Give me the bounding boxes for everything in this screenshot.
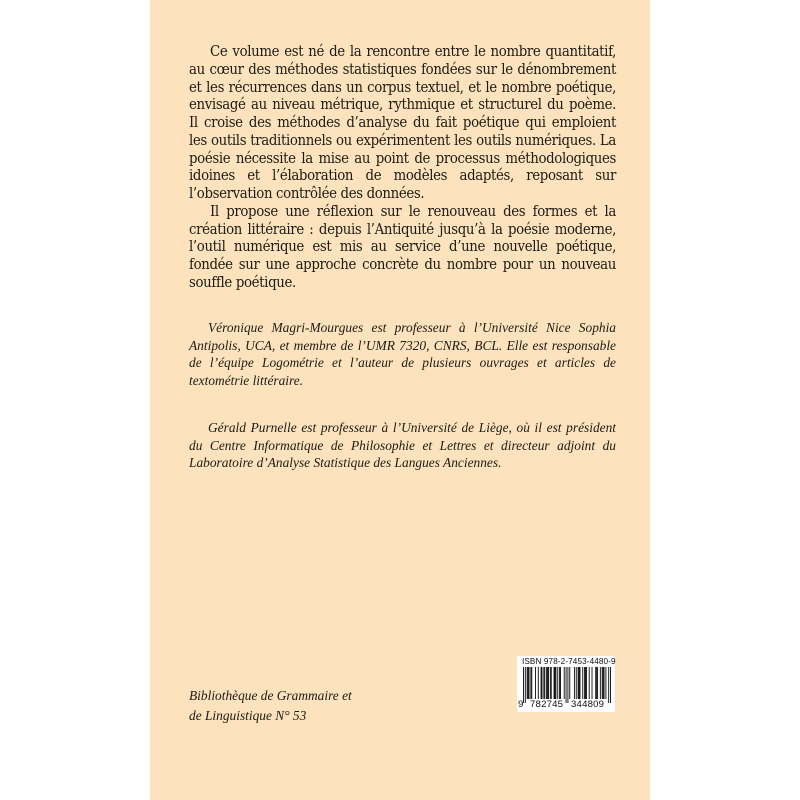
barcode-bar bbox=[541, 667, 542, 699]
barcode-bar bbox=[559, 667, 560, 699]
barcode-bar bbox=[582, 667, 583, 699]
barcode-bar bbox=[603, 667, 604, 699]
barcode-bar bbox=[547, 667, 548, 699]
barcode-bar bbox=[557, 667, 558, 699]
barcode-bar bbox=[544, 667, 545, 699]
barcode-bar bbox=[567, 667, 568, 703]
barcode-bar bbox=[608, 667, 609, 703]
barcode-bar bbox=[554, 667, 555, 699]
barcode-bar bbox=[589, 667, 590, 699]
barcode-bar bbox=[529, 667, 530, 699]
barcode-bar bbox=[555, 667, 556, 699]
series-line-2: de Linguistique N° 53 bbox=[189, 707, 307, 723]
series-line-1: Bibliothèque de Grammaire et bbox=[189, 688, 352, 703]
barcode-bar bbox=[602, 667, 603, 699]
barcode-bar bbox=[551, 667, 552, 699]
barcode-bar bbox=[584, 667, 585, 699]
barcode-bar bbox=[523, 667, 524, 703]
barcode-bar bbox=[585, 667, 586, 699]
barcode-bar bbox=[528, 667, 529, 699]
barcode-bar bbox=[580, 667, 581, 699]
barcode-bar bbox=[596, 667, 597, 699]
series-title bbox=[189, 686, 389, 725]
barcode-bar bbox=[566, 667, 567, 703]
abstract-text bbox=[189, 43, 616, 292]
barcode-bar bbox=[586, 667, 587, 699]
barcode-bar bbox=[579, 667, 580, 699]
barcode-bar bbox=[574, 667, 575, 699]
abstract-paragraph-2: Il propose une réflexion sur le renouveau des formes et la création littéraire : depuis l’Antiquité jusqu’à la poésie moderne, l’outil numérique est mis au service d’une nouvelle poétique, fondée sur une approche concrète du nombre pour un nouveau souffle poétique. bbox=[189, 202, 616, 291]
barcode-bar bbox=[569, 667, 570, 699]
abstract-paragraph-1: Ce volume est né de la rencontre entre le nombre quantitatif, au cœur des méthodes statistiques fondées sur le dénombrement et les récurrences dans un corpus textuel, et le nombre poétique, envisagé au niveau métrique, rythmique et structurel du poème. Il croise des méthodes d’analyse du fait poétique qui emploient les outils traditionnels ou expérimentent les outils numériques. La poésie nécessite la mise au point de processus méthodologiques idoines et l’élaboration de modèles adaptés, reposant sur l’observation contrôlée des données. bbox=[189, 43, 616, 202]
barcode-bar bbox=[554, 667, 555, 699]
barcode-bar bbox=[560, 667, 561, 699]
barcode-bar bbox=[578, 667, 579, 699]
barcode-first-digit: 9 bbox=[518, 699, 524, 710]
barcode-bar bbox=[538, 667, 539, 699]
barcode-bar bbox=[546, 667, 547, 699]
author-bio-purnelle: Gérald Purnelle est professeur à l’Université de Liège, où il est président du Centre Informatique de Philosophie et Lettres et directeur adjoint du Laboratoire d’Analyse Statistique des Langues Anciennes. bbox=[189, 420, 616, 471]
barcode-bar bbox=[550, 667, 551, 699]
barcode-bar bbox=[604, 667, 605, 699]
barcode-bar bbox=[600, 667, 601, 699]
barcode-bar bbox=[527, 667, 528, 699]
barcode-bar bbox=[595, 667, 596, 699]
barcode-bar bbox=[576, 667, 577, 699]
barcode-icon bbox=[523, 667, 611, 703]
barcode-bar bbox=[525, 667, 526, 703]
barcode-bar bbox=[597, 667, 598, 699]
barcode-bar bbox=[530, 667, 531, 699]
barcode-group-1: 782745 bbox=[530, 699, 564, 710]
barcode-group-2: 344809 bbox=[571, 699, 605, 710]
barcode-bar bbox=[592, 667, 593, 699]
barcode-bar bbox=[535, 667, 536, 699]
barcode-bar bbox=[543, 667, 544, 699]
barcode-bar bbox=[548, 667, 549, 699]
barcode-bar bbox=[531, 667, 532, 699]
barcode-bar bbox=[542, 667, 543, 699]
author-bio-magri-mourgues: Véronique Magri-Mourgues est professeur à l’Université Nice Sophia Antipolis, UCA, et membre de l’UMR 7320, CNRS, BCL. Elle est responsable de l’équipe Logométrie et l’auteur de plusieurs ouvrages et articles de textométrie littéraire. bbox=[189, 320, 616, 388]
barcode-bar bbox=[564, 667, 565, 699]
barcode-bar bbox=[610, 667, 611, 703]
isbn-barcode-box bbox=[517, 656, 615, 712]
isbn-label: ISBN 978-2-7453-4480-9 bbox=[522, 657, 616, 666]
barcode-bar bbox=[605, 667, 606, 699]
